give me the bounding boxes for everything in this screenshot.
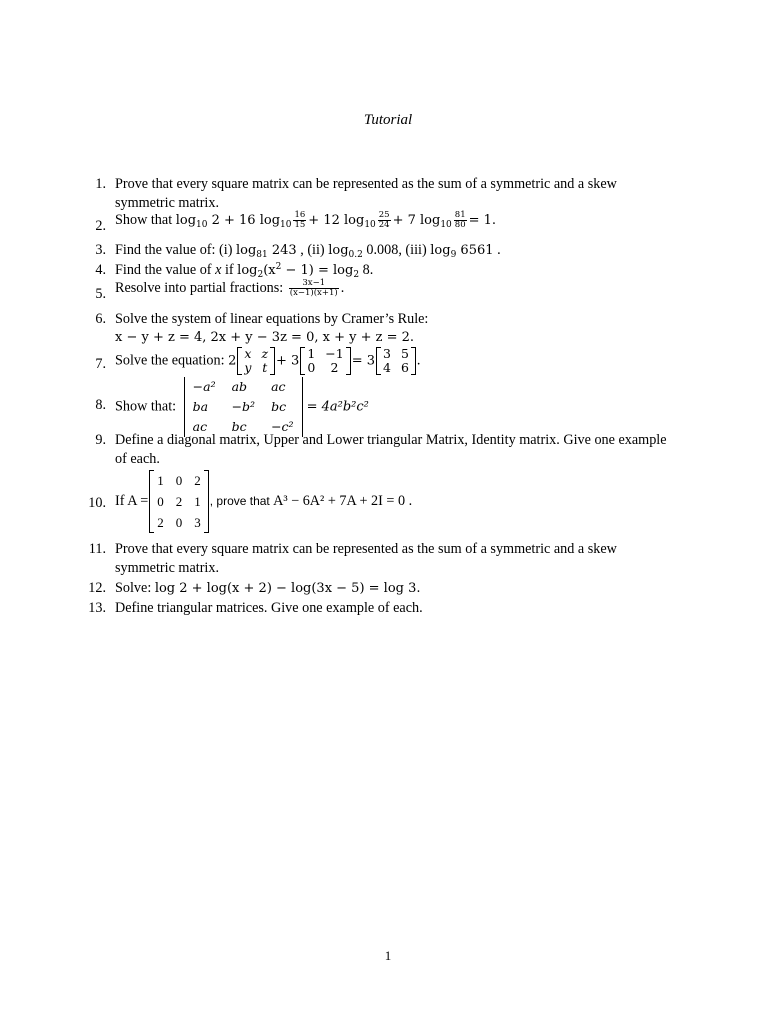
- matrix-a: 1 0 2 0 2 1 2 0 3: [151, 470, 207, 533]
- page-number: 1: [384, 948, 392, 963]
- matrix-xzyt: x z y t: [239, 347, 273, 375]
- question-text: Show that: −a² ab ac ba −b² bc ac bc −c² = 4a²b²c²: [115, 377, 369, 437]
- question-text: Resolve into partial fractions: $\frac{3x-1}{(x-1)(x+1)}$ .: [115, 278, 345, 298]
- question-text-cont: symmetric matrix.: [115, 195, 220, 211]
- question-number: 9.: [95, 432, 106, 448]
- question-text: Prove that every square matrix can be represented as the sum of a symmetric and a skew: [115, 176, 617, 192]
- matrix-third: 3 5 4 6: [378, 347, 414, 375]
- question-text: Find the value of: (i) $\log_{81} 243$ , (ii) $\log_{0.2} 0.008$, (iii) $\log_9 6561$ .: [115, 242, 501, 260]
- question-text: Solve the equation: 2 x z y t + 3 1 −1 0 2 = 3 3 5 4 6 .: [115, 346, 421, 375]
- question-number: 6.: [95, 311, 106, 327]
- fraction: $\frac{16}{15}$: [294, 210, 306, 230]
- question-text-cont: symmetric matrix.: [115, 560, 220, 576]
- fraction: $\frac{25}{24}$: [378, 210, 390, 230]
- question-number: 4.: [95, 262, 106, 278]
- question-number: 1.: [95, 176, 106, 192]
- fraction: $\frac{81}{80}$: [454, 210, 466, 230]
- question-equations: x − y + z = 4, 2x + y − 3z = 0, x + y + z = 2.: [115, 330, 415, 345]
- question-number: 5.: [95, 286, 106, 302]
- page-title: Tutorial: [363, 112, 413, 128]
- question-text: Solve the system of linear equations by Cramer’s Rule:: [115, 311, 429, 327]
- matrix-second: 1 −1 0 2: [302, 347, 348, 375]
- question-number: 11.: [88, 541, 106, 557]
- question-text: Solve: log 2 + log(x + 2) − log(3x − 5) = log 3.: [115, 580, 421, 596]
- question-text: Prove that every square matrix can be represented as the sum of a symmetric and a skew: [115, 541, 617, 557]
- question-number: 3.: [95, 242, 106, 258]
- question-text: Find the value of x if $\log_2(x^2 - 1) = \log_2 8$.: [115, 262, 374, 280]
- determinant: −a² ab ac ba −b² bc ac bc −c²: [184, 377, 303, 437]
- question-number: 2.: [95, 218, 106, 234]
- question-text: Define a diagonal matrix, Upper and Lower triangular Matrix, Identity matrix. Give one example: [115, 432, 667, 448]
- question-number: 7.: [95, 356, 106, 372]
- question-text: Show that $\log_{10} 2 + 16$ $\log_{10}$ $\frac{16}{15}$ + 12 $\log_{10}$ $\frac{25}{24}$ + 7 $\log_{10}$ $\frac{81}{80}$ = 1.: [115, 210, 497, 230]
- question-text: Define triangular matrices. Give one example of each.: [115, 600, 423, 616]
- question-number: 13.: [88, 600, 106, 616]
- question-number: 8.: [95, 397, 106, 413]
- question-number: 12.: [88, 580, 106, 596]
- question-text: If A = 1 0 2 0 2 1 2 0 3 , prove that A³ − 6A² + 7A + 2I = 0 .: [115, 470, 412, 533]
- fraction: $\frac{3x-1}{(x-1)(x+1)}$: [289, 278, 338, 298]
- question-text-cont: of each.: [115, 451, 160, 467]
- question-number: 10.: [88, 495, 106, 511]
